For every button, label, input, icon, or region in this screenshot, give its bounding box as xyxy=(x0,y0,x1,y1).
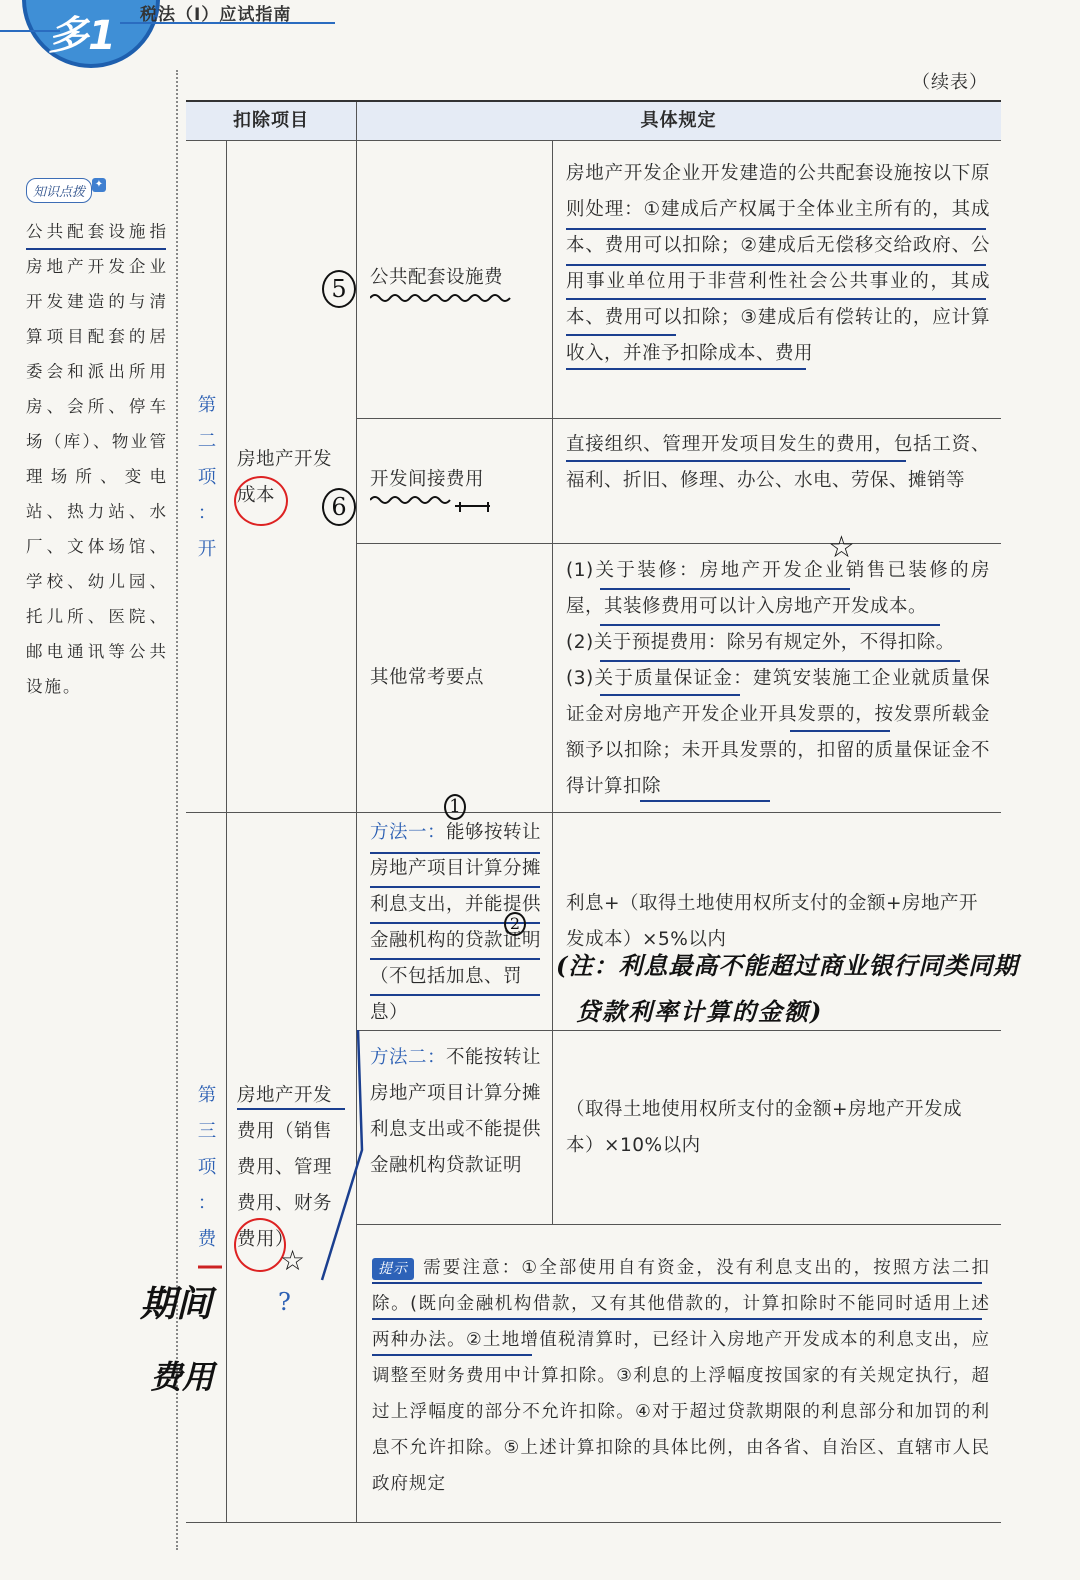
red-circle-annotation xyxy=(234,1218,286,1272)
handwritten-note-line1: (注：利息最高不能超过商业银行同类同期 xyxy=(556,951,1019,980)
ink-underline xyxy=(640,800,770,802)
ink-underline xyxy=(372,1318,982,1320)
ink-underline xyxy=(790,730,890,732)
ink-underline xyxy=(600,694,740,696)
row-name-public-facilities: 公共配套设施费 xyxy=(370,267,504,288)
row-name-indirect: 开发间接费用 xyxy=(370,469,485,490)
grid-line xyxy=(356,1224,1001,1225)
wavy-underline xyxy=(370,292,520,304)
handwritten-number-2: 2 xyxy=(504,912,526,936)
wavy-underline xyxy=(370,494,500,516)
handwritten-note-line2: 贷款利率计算的金额) xyxy=(576,997,824,1026)
tip-badge: 提示 xyxy=(372,1258,414,1280)
red-circle-annotation xyxy=(234,476,288,526)
item3-label: 第 三 项 ： 费 xyxy=(197,1085,217,1250)
ink-underline xyxy=(372,1282,982,1284)
header-rule-left xyxy=(0,30,60,32)
star-icon: ☆ xyxy=(828,530,855,565)
handwritten-number-1: 1 xyxy=(444,794,466,820)
margin-dotted-line xyxy=(176,70,178,1550)
ink-underline xyxy=(566,228,986,230)
chapter-badge: 多1 xyxy=(22,0,160,68)
grid-line xyxy=(356,418,1001,419)
tip-paragraph: 提示 需要注意：①全部使用自有资金，没有利息支出的，按照方法二扣除。(既向金融机构借款，又有其他借款的，计算扣除时不能同时适用上述两种办法。②土地增值税清算时，已经计入房地产开发成本的利息支出，应调整至财务费用中计算扣除。③利息的上浮幅度按国家的有关规定执行，超过上浮幅度的部分不允许扣除。④对于超过贷款期限的利息部分和加罚的利息不允许扣除。⑤上述计算扣除的具体比例，由各省、自治区、直辖市人民政府规定 xyxy=(372,1258,990,1494)
ink-underline xyxy=(370,958,540,960)
item2-label: 第 二 项 ： 开 xyxy=(197,395,217,560)
cost-name: 房地产开发成本 xyxy=(237,449,333,506)
knowledge-badge: 知识点拨 xyxy=(26,178,92,203)
handwritten-margin-word2: 费用 xyxy=(150,1358,215,1396)
continued-label: （续表） xyxy=(912,72,988,93)
grid-line xyxy=(186,812,1001,813)
table-bottom-rule xyxy=(186,1522,1001,1523)
handwritten-question-mark: ? xyxy=(278,1288,291,1316)
star-icon: ☆ xyxy=(280,1244,306,1277)
method2-rule: （取得土地使用权所支付的金额+房地产开发成本）×10%以内 xyxy=(566,1099,963,1156)
expense-name: 房地产开发费用（销售费用、管理费用、财务费用） xyxy=(237,1085,333,1250)
ink-underline xyxy=(370,852,540,854)
row-rule-indirect: 直接组织、管理开发项目发生的费用，包括工资、福利、折旧、修理、办公、水电、劳保、摊销等 xyxy=(566,434,990,491)
row-name-other: 其他常考要点 xyxy=(370,667,485,688)
grid-line xyxy=(226,140,227,1522)
ink-underline xyxy=(566,334,676,336)
ink-underline xyxy=(566,460,906,462)
header-rule xyxy=(120,22,335,24)
grid-line xyxy=(552,140,553,1224)
ink-underline xyxy=(566,264,986,266)
ink-underline xyxy=(566,368,806,370)
row-rule-other: (1)关于装修：房地产开发企业销售已装修的房屋，其装修费用可以计入房地产开发成本。 (2)关于预提费用：除另有规定外，不得扣除。 (3)关于质量保证金：建筑安装施工企业就质量保证金对房地产开发企业开具发票的，按发票所载金额予以扣除；未开具发票的，扣留的质量保证金不得计算扣除 xyxy=(566,560,990,797)
method1-rule: 利息+（取得土地使用权所支付的金额+房地产开发成本）×5%以内 xyxy=(566,893,979,950)
sparkle-icon: ✦ xyxy=(92,178,106,192)
ink-underline xyxy=(600,588,850,590)
side-note-text: 公共配套设施指房地产开发企业开发建造的与清算项目配套的居委会和派出所用房、会所、停车场（库）、物业管理场所、变电站、热力站、水厂、文体场馆、学校、幼儿园、托儿所、医院、邮电通讯等公共设施。 xyxy=(26,222,168,696)
ink-underline xyxy=(370,886,540,888)
table-header xyxy=(186,102,1001,141)
ink-stroke xyxy=(318,1030,368,1290)
handwritten-number-6: 6 xyxy=(322,488,356,526)
row-rule-public-facilities: 房地产开发企业开发建造的公共配套设施按以下原则处理：①建成后产权属于全体业主所有的，其成本、费用可以扣除；②建成后无偿移交给政府、公用事业单位用于非营利性社会公共事业的，其成本、费用可以扣除；③建成后有偿转让的，应计算收入，并准予扣除成本、费用 xyxy=(566,163,990,364)
ink-underline xyxy=(372,1354,532,1356)
ink-underline xyxy=(600,624,940,626)
column-header-rule: 具体规定 xyxy=(640,110,717,131)
grid-line xyxy=(356,543,1001,544)
method1-desc: 方法一：能够按转让房地产项目计算分摊利息支出，并能提供金融机构的贷款证明（不包括加息、罚息） xyxy=(370,822,542,1023)
ink-underline xyxy=(370,994,540,996)
ink-dash xyxy=(196,1262,226,1272)
ink-underline xyxy=(26,248,166,250)
method2-desc: 方法二：不能按转让房地产项目计算分摊利息支出或不能提供金融机构贷款证明 xyxy=(370,1047,542,1176)
handwritten-number-5: 5 xyxy=(322,270,356,308)
column-header-item: 扣除项目 xyxy=(233,110,309,131)
book-title: 税法（Ⅰ）应试指南 xyxy=(140,5,292,25)
ink-underline xyxy=(566,298,986,300)
ink-underline xyxy=(600,660,960,662)
handwritten-margin-word1: 期间 xyxy=(140,1283,213,1325)
